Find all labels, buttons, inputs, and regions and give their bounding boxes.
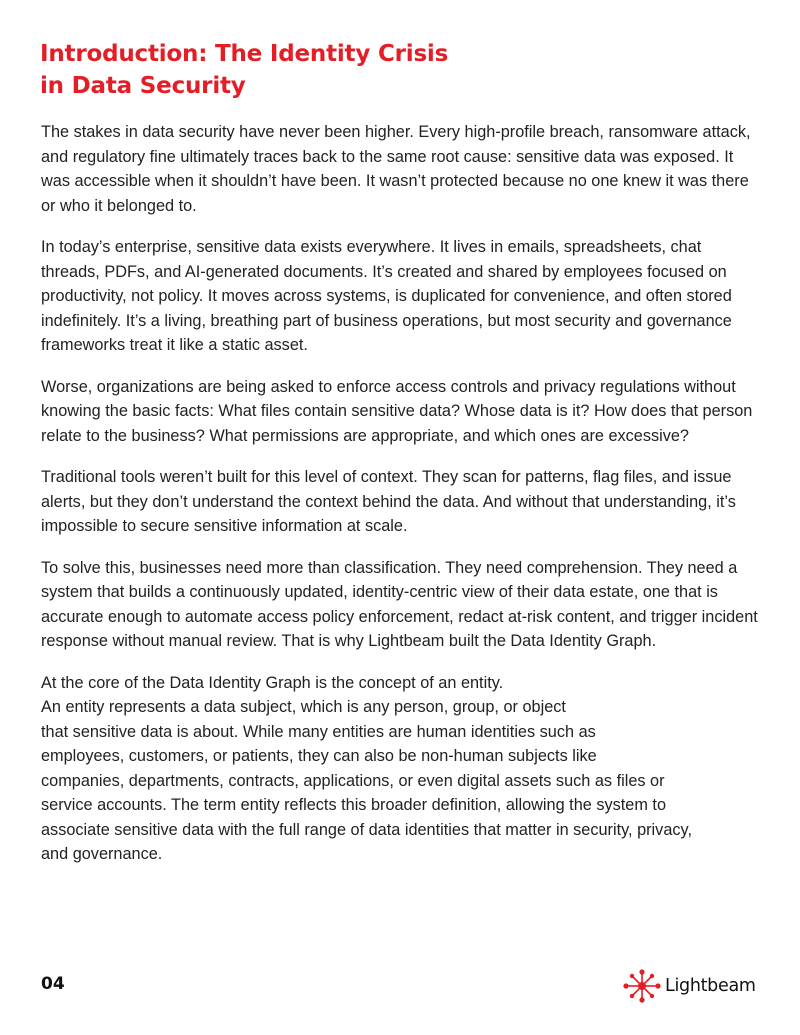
paragraph-6: At the core of the Data Identity Graph is the concept of an entity. An entity represents a data subject, which is any person, group, or object that sensitive data is about. While many entities are human identities such as employees, customers, or patients, they can also be non-human subjects like companies, departments, contracts, applications, or even digital assets such as files or service accounts. The term entity reflects this broader definition, allowing the system to associate sensitive data with the full range of data identities that matter in security, privacy, and governance.	[41, 673, 692, 863]
page-title-line-1: Introduction: The Identity Crisis	[40, 41, 449, 67]
paragraph-4: Traditional tools weren’t built for this level of context. They scan for patterns, flag files, and issue alerts, but they don’t understand the context behind the data. And without that understanding, it’s impossible to secure sensitive information at scale.	[41, 468, 736, 535]
paragraph-1: The stakes in data security have never been higher. Every high-profile breach, ransomware attack, and regulatory fine ultimately traces back to the same root cause: sensitive data was exposed. It was accessible when it shouldn’t have been. It wasn’t protected because no one knew it was there or who it belonged to.	[41, 123, 751, 215]
logo-text: Lightbeam	[665, 976, 756, 996]
lightbeam-logo	[622, 968, 756, 1004]
paragraph-2: In today’s enterprise, sensitive data exists everywhere. It lives in emails, spreadsheets, chat threads, PDFs, and AI-generated documents. It’s created and shared by employees focused on productivity, not policy. It moves across systems, is duplicated for convenience, and often stored indefinitely. It’s a living, breathing part of business operations, but most security and governance frameworks treat it like a static asset.	[41, 238, 732, 354]
paragraph-5: To solve this, businesses need more than classification. They need comprehension. They need a system that builds a continuously updated, identity-centric view of their data estate, one that is accurate enough to automate access policy enforcement, redact at-risk content, and trigger incident response without manual review. That is why Lightbeam built the Data Identity Graph.	[41, 558, 758, 650]
page-title-line-2: in Data Security	[40, 73, 246, 99]
page-title	[40, 38, 448, 102]
body-text	[41, 120, 763, 884]
paragraph-3: Worse, organizations are being asked to enforce access controls and privacy regulations without knowing the basic facts: What files contain sensitive data? Whose data is it? How does that person relate to the business? What permissions are appropriate, and which ones are excessive?	[41, 377, 753, 445]
lightbeam-network-icon	[622, 968, 662, 1004]
page-number: 04	[41, 974, 65, 994]
